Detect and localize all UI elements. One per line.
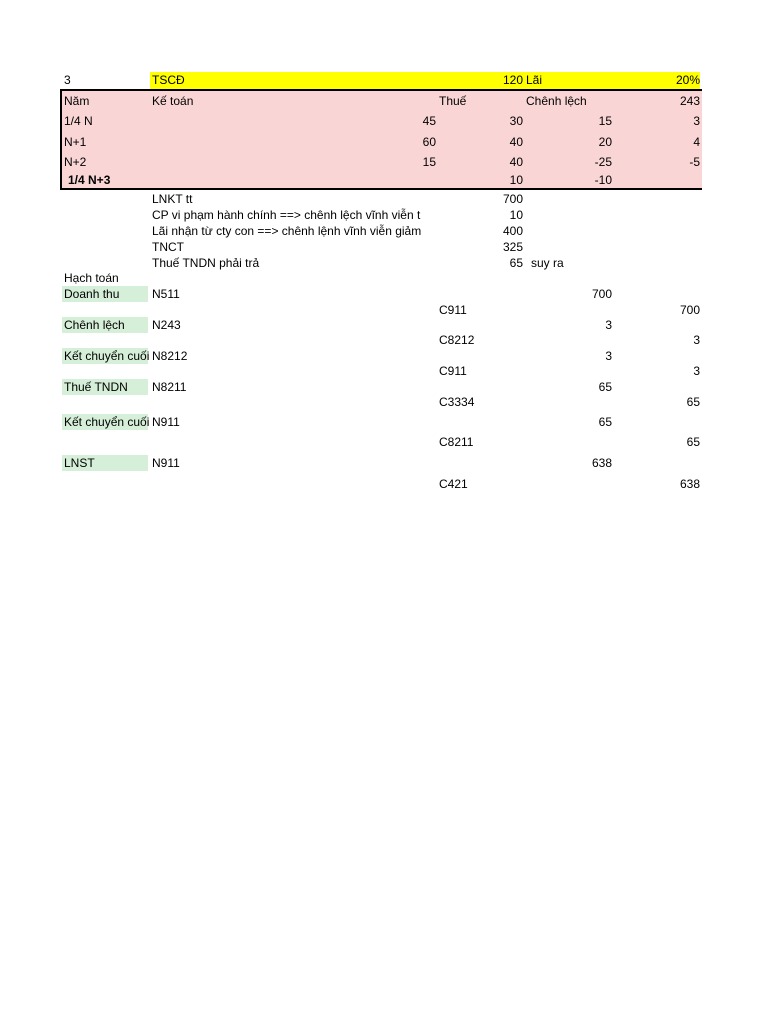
- entry-credit-account: C911: [439, 364, 467, 378]
- table-top-border: [60, 89, 702, 91]
- entry-debit-amount: 3: [605, 318, 612, 332]
- table-row-account: -5: [689, 155, 700, 169]
- table-row-tax: 10: [509, 173, 523, 187]
- entry-credit-amount: 3: [693, 364, 700, 378]
- entry-credit-account: C8212: [439, 333, 475, 347]
- table-row-tax: 40: [509, 135, 523, 149]
- entry-name: Doanh thu: [64, 287, 120, 301]
- table-row-diff: 20: [598, 135, 612, 149]
- entry-credit-account: C911: [439, 303, 467, 317]
- calc-label: TNCT: [152, 240, 184, 254]
- table-row-diff: -25: [594, 155, 612, 169]
- entries-title: Hạch toán: [64, 271, 119, 285]
- col-header-accounting: Kế toán: [152, 94, 194, 108]
- calc-label: LNKT tt: [152, 192, 193, 206]
- entry-name: Chênh lệch: [64, 318, 125, 332]
- entry-debit-account: N511: [152, 287, 180, 301]
- entry-debit-account: N911: [152, 415, 180, 429]
- calc-value: 10: [509, 208, 523, 222]
- table-row-account: 4: [693, 135, 700, 149]
- entry-debit-account: N243: [152, 318, 181, 332]
- entry-debit-account: N8211: [152, 380, 187, 394]
- entry-debit-amount: 65: [598, 380, 612, 394]
- entry-credit-account: C421: [439, 477, 468, 491]
- asset-value: 120: [502, 73, 523, 87]
- entry-credit-account: C8211: [439, 435, 474, 449]
- col-header-tax: Thuế: [439, 94, 467, 108]
- table-row-accounting: 15: [422, 155, 436, 169]
- calc-label: CP vi phạm hành chính ==> chênh lệch vĩnh viễn t: [152, 208, 421, 222]
- entry-name: Thuế TNDN: [64, 380, 128, 394]
- entry-debit-amount: 65: [598, 415, 612, 429]
- entry-name: Kết chuyển cuối: [64, 349, 150, 363]
- col-header-account: 243: [679, 94, 700, 108]
- entry-debit-account: N911: [152, 456, 180, 470]
- calc-value: 65: [509, 256, 523, 270]
- problem-index: 3: [64, 73, 71, 87]
- calc-value: 400: [502, 224, 523, 238]
- table-row-year: 1/4 N+3: [68, 173, 111, 187]
- col-header-year: Năm: [64, 94, 90, 108]
- entry-credit-amount: 65: [686, 395, 700, 409]
- entry-debit-account: N8212: [152, 349, 188, 363]
- calc-label: Lãi nhận từ cty con ==> chênh lệnh vĩnh viễn giảm: [152, 224, 422, 238]
- table-row-year: 1/4 N: [64, 114, 93, 128]
- entry-debit-amount: 638: [591, 456, 612, 470]
- entry-credit-amount: 65: [686, 435, 700, 449]
- table-bottom-border: [60, 188, 702, 190]
- table-row-account: 3: [693, 114, 700, 128]
- profit-label: Lãi: [526, 73, 543, 87]
- table-row-tax: 40: [509, 155, 523, 169]
- entry-name: Kết chuyển cuối: [64, 415, 150, 429]
- profit-rate: 20%: [675, 73, 700, 87]
- entry-debit-amount: 3: [605, 349, 612, 363]
- entry-name: LNST: [64, 456, 95, 470]
- table-row-diff: 15: [598, 114, 612, 128]
- asset-label: TSCĐ: [152, 73, 185, 87]
- col-header-diff: Chênh lệch: [526, 94, 587, 108]
- entry-credit-amount: 3: [693, 333, 700, 347]
- calc-note: suy ra: [531, 256, 564, 270]
- entry-credit-account: C3334: [439, 395, 475, 409]
- table-row-year: N+2: [64, 155, 87, 169]
- table-row-tax: 30: [509, 114, 523, 128]
- table-row-accounting: 45: [422, 114, 436, 128]
- entry-debit-amount: 700: [591, 287, 612, 301]
- table-row-accounting: 60: [422, 135, 436, 149]
- table-row-year: N+1: [64, 135, 87, 149]
- calc-value: 325: [502, 240, 523, 254]
- calc-label: Thuế TNDN phải trả: [152, 256, 260, 270]
- entry-credit-amount: 700: [679, 303, 700, 317]
- table-left-border: [60, 89, 62, 190]
- table-row-diff: -10: [594, 173, 612, 187]
- entry-credit-amount: 638: [679, 477, 700, 491]
- calc-value: 700: [502, 192, 523, 206]
